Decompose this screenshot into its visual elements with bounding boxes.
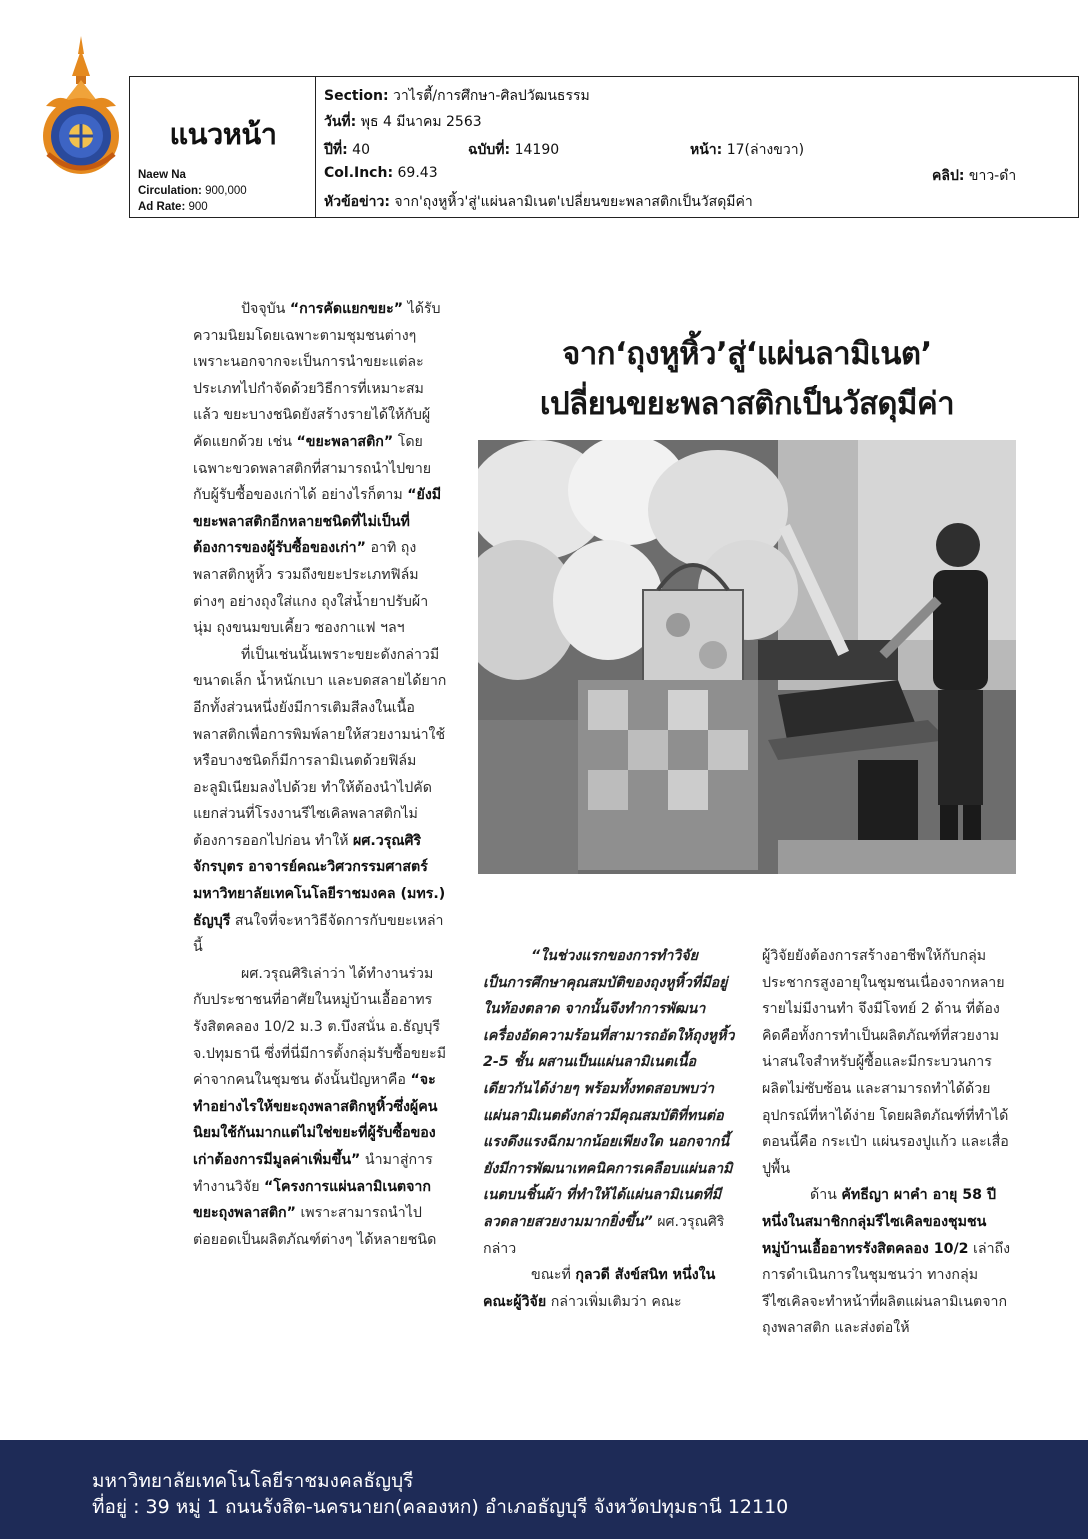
- paper-name: แนวหน้า: [169, 117, 277, 151]
- article-title-line2: เปลี่ยนขยะพลาสติกเป็นวัสดุมีค่า: [539, 386, 955, 422]
- clipping-meta: [324, 77, 1078, 217]
- page-row: หน้า: 17(ล่างขวา): [690, 142, 805, 158]
- year-row: ปีที่: 40: [324, 142, 370, 158]
- paragraph: ผศ.วรุณศิริเล่าว่า ได้ทำงานร่วมกับประชาชนที่อาศัยในหมู่บ้านเอื้ออาทรรังสิตคลอง 10/2 ม.3 ต.บึงสนั่น อ.ธัญบุรี จ.ปทุมธานี ซึ่งที่นี่มีการตั้งกลุ่มรับซื้อขยะมีค่าจากคนในชุมชน ดังนั้นปัญหาคือ “จะทำอย่างไรให้ขยะถุงพลาสติกหูหิ้วซึ่งผู้คนนิยมใช้กันมากแต่ไม่ใช่ขยะที่ผู้รับซื้อของเก่าต้องการมีมูลค่าเพิ่มขึ้น” นำมาสู่การทำงานวิจัย “โครงการแผ่นลามิเนตจากขยะถุงพลาสติก” เพราะสามารถนำไปต่อยอดเป็นผลิตภัณฑ์ต่างๆ ได้หลายชนิด: [193, 965, 447, 1248]
- circulation: Circulation: 900,000: [138, 185, 247, 197]
- article-column-1: [193, 296, 447, 1253]
- ad-rate: Ad Rate: 900: [138, 201, 208, 213]
- quote-paragraph: “ในช่วงแรกของการทำวิจัยเป็นการศึกษาคุณสมบัติของถุงหูหิ้วที่มีอยู่ในท้องตลาด จากนั้นจึงทำการพัฒนาเครื่องอัดความร้อนที่สามารถอัดให้ถุงหูหิ้ว 2-5 ชั้น ผสานเป็นแผ่นลามิเนตเนื้อเดียวกันได้ง่ายๆ พร้อมทั้งทดสอบพบว่าแผ่นลามิเนตดังกล่าวมีคุณสมบัติที่ทนต่อแรงดึงแรงฉีกมากน้อยเพียงใด นอกจากนี้ยังมีการพัฒนาเทคนิคการเคลือบแผ่นลามิเนตบนชิ้นผ้า ที่ทำให้ได้แผ่นลามิเนตที่มีลวดลายสวยงามมากยิ่งขึ้น” ผศ.วรุณศิริ กล่าว: [483, 948, 735, 1257]
- article-title-line1: จาก‘ถุงหูหิ้ว’สู่‘แผ่นลามิเนต’: [562, 336, 932, 372]
- paragraph: ผู้วิจัยยังต้องการสร้างอาชีพให้กับกลุ่มประชากรสูงอายุในชุมชนเนื่องจากหลายรายไม่มีงานทำ จึงมีโจทย์ 2 ด้าน ที่ต้องคิดคือทั้งการทำเป็นผลิตภัณฑ์ที่สวยงามน่าสนใจสำหรับผู้ซื้อและมีกระบวนการผลิตไม่ซับซ้อน และสามารถทำได้ด้วยอุปกรณ์ที่หาได้ง่าย โดยผลิตภัณฑ์ที่ทำได้ตอนนี้คือ กระเป๋า แผ่นรองปูแก้ว และเสื่อปูพื้น: [762, 948, 1009, 1177]
- section-row: Section: วาไรตี้/การศึกษา-ศิลปวัฒนธรรม: [324, 88, 590, 104]
- clip-row: คลิป: ขาว-ดำ: [932, 168, 1017, 184]
- footer-bar: [0, 1440, 1088, 1539]
- date-row: วันที่: พุธ 4 มีนาคม 2563: [324, 114, 482, 130]
- clipping-header: [129, 76, 1079, 218]
- colinch-row: Col.Inch: 69.43: [324, 165, 438, 181]
- university-crest-icon: [38, 36, 124, 176]
- article-column-3: [762, 943, 1016, 1342]
- paper-name-en: Naew Na: [138, 169, 186, 181]
- paragraph: ด้าน คัทธีญา ผาคำ อายุ 58 ปี หนึ่งในสมาชิกกลุ่มรีไซเคิลของชุมชนหมู่บ้านเอื้ออาทรรังสิตคลอง 10/2 เล่าถึงการดำเนินการในชุมชนว่า ทางกลุ่มรีไซเคิลจะทำหน้าที่ผลิตแผ่นลามิเนตจากถุงพลาสติก และส่งต่อให้: [762, 1187, 1011, 1337]
- headline-row: หัวข้อข่าว: จาก'ถุงหูหิ้ว'สู่'แผ่นลามิเนต'เปลี่ยนขยะพลาสติกเป็นวัสดุมีค่า: [324, 194, 753, 210]
- article-column-2: [483, 943, 737, 1315]
- issue-row: ฉบับที่: 14190: [468, 142, 560, 158]
- newspaper-masthead: [130, 77, 316, 217]
- paragraph: ขณะที่ กุลวดี สังข์สนิท หนึ่งในคณะผู้วิจัย กล่าวเพิ่มเติมว่า คณะ: [483, 1267, 716, 1310]
- footer-address: ที่อยู่ : 39 หมู่ 1 ถนนรังสิต-นครนายก(คลองหก) อำเภอธัญบุรี จังหวัดปทุมธานี 12110: [92, 1496, 789, 1518]
- footer-university-name: มหาวิทยาลัยเทคโนโลยีราชมงคลธัญบุรี: [92, 1470, 414, 1492]
- article-photo: [478, 440, 1016, 874]
- paragraph: ที่เป็นเช่นนั้นเพราะขยะดังกล่าวมีขนาดเล็ก น้ำหนักเบา และบดสลายได้ยาก อีกทั้งส่วนหนึ่งยังมีการเติมสีลงในเนื้อพลาสติกเพื่อการพิมพ์ลายให้สวยงามน่าใช้ หรือบางชนิดก็มีการลามิเนตด้วยฟิล์มอะลูมิเนียมลงไปด้วย ทำให้ต้องนำไปคัดแยกส่วนที่โรงงานรีไซเคิลพลาสติกไม่ต้องการออกไปก่อน ทำให้ ผศ.วรุณศิริ จักรบุตร อาจารย์คณะวิศวกรรมศาสตร์ มหาวิทยาลัยเทคโนโลยีราชมงคล (มทร.) ธัญบุรี สนใจที่จะหาวิธีจัดการกับขยะเหล่านี้: [193, 646, 447, 956]
- paragraph: ปัจจุบัน “การคัดแยกขยะ” ได้รับความนิยมโดยเฉพาะตามชุมชนต่างๆ เพราะนอกจากจะเป็นการนำขยะแต่ละประเภทไปกำจัดด้วยวิธีการที่เหมาะสมแล้ว ขยะบางชนิดยังสร้างรายได้ให้กับผู้คัดแยกด้วย เช่น “ขยะพลาสติก” โดยเฉพาะขวดพลาสติกที่สามารถนำไปขายกับผู้รับซื้อของเก่าได้ อย่างไรก็ตาม “ยังมีขยะพลาสติกอีกหลายชนิดที่ไม่เป็นที่ต้องการของผู้รับซื้อของเก่า” อาทิ ถุงพลาสติกหูหิ้ว รวมถึงขยะประเภทฟิล์มต่างๆ อย่างถุงใส่แกง ถุงใส่น้ำยาปรับผ้านุ่ม ถุงขนมขบเคี้ยว ซองกาแฟ ฯลฯ: [193, 301, 442, 637]
